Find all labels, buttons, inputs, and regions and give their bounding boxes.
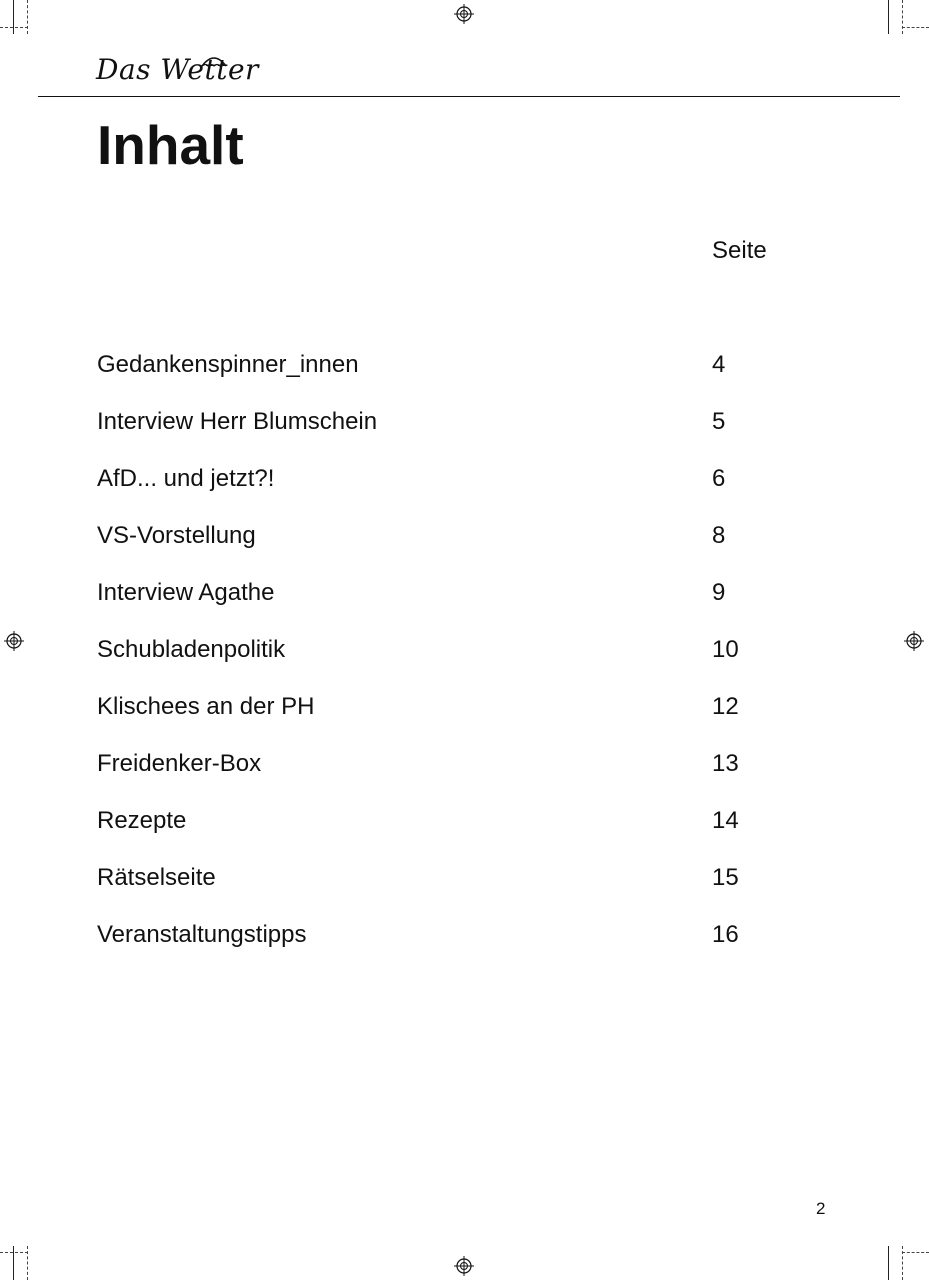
- page-column-header: Seite: [712, 237, 767, 264]
- toc-entry-title: Rätselseite: [97, 864, 216, 891]
- toc-entry-title: Veranstaltungstipps: [97, 921, 307, 948]
- toc-entry-page: 10: [712, 636, 739, 663]
- crop-mark-icon: [13, 0, 14, 34]
- registration-mark-icon: [4, 631, 24, 651]
- registration-mark-icon: [904, 631, 924, 651]
- toc-entry-page: 6: [712, 465, 726, 492]
- toc-entry-page: 5: [712, 408, 726, 435]
- toc-entry-title: AfD... und jetzt?!: [97, 465, 275, 492]
- toc-entry-page: 13: [712, 750, 739, 777]
- toc-row: [97, 749, 797, 806]
- toc-row: [97, 920, 797, 977]
- page-title: Inhalt: [97, 114, 244, 176]
- umbrella-icon: [200, 54, 228, 68]
- toc-entry-page: 12: [712, 693, 739, 720]
- toc-row: [97, 521, 797, 578]
- toc-row: [97, 863, 797, 920]
- toc-entry-page: 8: [712, 522, 726, 549]
- toc-row: [97, 806, 797, 863]
- toc-entry-page: 4: [712, 351, 726, 378]
- crop-mark-icon: [27, 0, 28, 34]
- crop-mark-icon: [888, 0, 889, 34]
- crop-mark-icon: [902, 0, 903, 34]
- toc-entry-title: Freidenker-Box: [97, 750, 262, 777]
- toc-entry-title: Interview Agathe: [97, 579, 275, 606]
- toc-row: [97, 635, 797, 692]
- toc-entry-title: Gedankenspinner_innen: [97, 351, 359, 378]
- crop-mark-icon: [902, 27, 929, 28]
- toc-row: [97, 350, 797, 407]
- registration-mark-icon: [454, 4, 474, 24]
- toc-row: [97, 578, 797, 635]
- toc-row: [97, 464, 797, 521]
- crop-mark-icon: [888, 1246, 889, 1280]
- toc-entry-title: VS-Vorstellung: [97, 522, 256, 549]
- toc-entry-title: Interview Herr Blumschein: [97, 408, 378, 435]
- registration-mark-icon: [454, 1256, 474, 1276]
- toc-entry-page: 9: [712, 579, 726, 606]
- toc-entry-title: Rezepte: [97, 807, 187, 834]
- toc-entry-title: Klischees an der PH: [97, 693, 315, 720]
- toc-entry-page: 16: [712, 921, 739, 948]
- crop-mark-icon: [902, 1252, 929, 1253]
- toc-row: [97, 407, 797, 464]
- toc-row: [97, 692, 797, 749]
- header-rule: [38, 96, 900, 97]
- toc-entry-page: 14: [712, 807, 739, 834]
- toc-entry-title: Schubladenpolitik: [97, 636, 286, 663]
- crop-mark-icon: [0, 1252, 28, 1253]
- page-number: 2: [816, 1199, 826, 1218]
- table-of-contents: [97, 350, 797, 977]
- magazine-logo: Das Wetter: [96, 53, 259, 86]
- crop-mark-icon: [0, 27, 28, 28]
- toc-entry-page: 15: [712, 864, 739, 891]
